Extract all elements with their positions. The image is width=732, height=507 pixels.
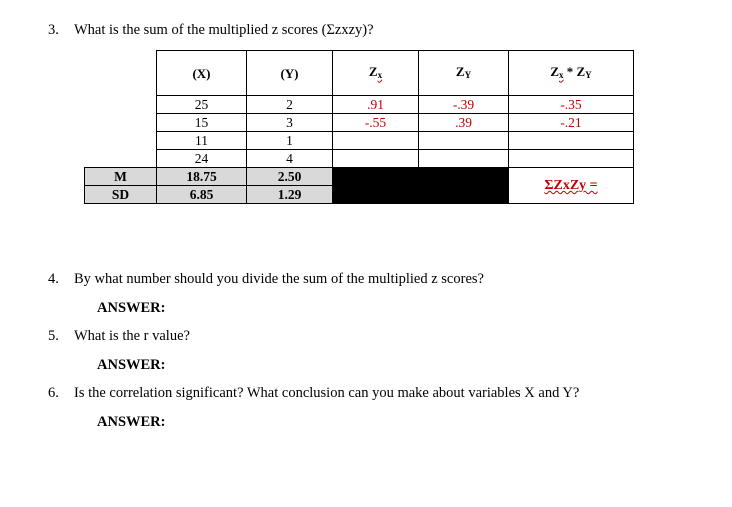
cell-product (509, 150, 634, 168)
stat-label-mean: M (85, 168, 157, 186)
answer-label: ANSWER: (97, 300, 166, 316)
header-y: (Y) (247, 51, 333, 96)
z-score-table (84, 50, 634, 204)
question-number: 6. (48, 385, 59, 401)
question-4 (48, 271, 688, 291)
cell-y: 3 (247, 114, 333, 132)
cell-zy: .39 (419, 114, 509, 132)
table-header-row (85, 51, 634, 96)
header-zx-times-zy: $Z_x * Z_Y$ (509, 51, 634, 96)
cell-x: 11 (157, 132, 247, 150)
cell-x: 24 (157, 150, 247, 168)
cell-y: 1 (247, 132, 333, 150)
cell-y: 4 (247, 150, 333, 168)
cell-zy (419, 150, 509, 168)
cell-zx: .91 (333, 96, 419, 114)
cell-zy (419, 132, 509, 150)
question-number: 5. (48, 328, 59, 344)
table-row (85, 114, 634, 132)
cell-y: 2 (247, 96, 333, 114)
question-5 (48, 328, 688, 348)
sd-x: 6.85 (157, 186, 247, 204)
cell-product: -.35 (509, 96, 634, 114)
question-text: By what number should you divide the sum of the multiplied z scores? (74, 271, 484, 287)
header-zx: $Z_x$ (333, 51, 419, 96)
stat-label-sd: SD (85, 186, 157, 204)
question-number: 3. (48, 22, 59, 38)
answer-label: ANSWER: (97, 414, 166, 430)
question-6 (48, 385, 718, 405)
question-text: Is the correlation significant? What conclusion can you make about variables X and Y? (74, 385, 580, 401)
stats-row-mean (85, 168, 634, 186)
cell-zx (333, 150, 419, 168)
table-row (85, 96, 634, 114)
question-number: 4. (48, 271, 59, 287)
question-3 (48, 22, 648, 42)
cell-zx (333, 132, 419, 150)
question-text: What is the r value? (74, 328, 190, 344)
cell-product (509, 132, 634, 150)
cell-zx: -.55 (333, 114, 419, 132)
table-row (85, 132, 634, 150)
cell-zy: -.39 (419, 96, 509, 114)
answer-label: ANSWER: (97, 357, 166, 373)
table-row (85, 150, 634, 168)
cell-x: 15 (157, 114, 247, 132)
cell-product: -.21 (509, 114, 634, 132)
mean-y: 2.50 (247, 168, 333, 186)
mean-x: 18.75 (157, 168, 247, 186)
header-zy: $Z_Y$ (419, 51, 509, 96)
question-text: What is the sum of the multiplied z scores (Σzxzy)? (74, 22, 374, 38)
sd-y: 1.29 (247, 186, 333, 204)
cell-x: 25 (157, 96, 247, 114)
sum-zx-zy-label: ΣZxZy = (509, 168, 634, 204)
blacked-out-cell (333, 168, 509, 204)
header-x: (X) (157, 51, 247, 96)
